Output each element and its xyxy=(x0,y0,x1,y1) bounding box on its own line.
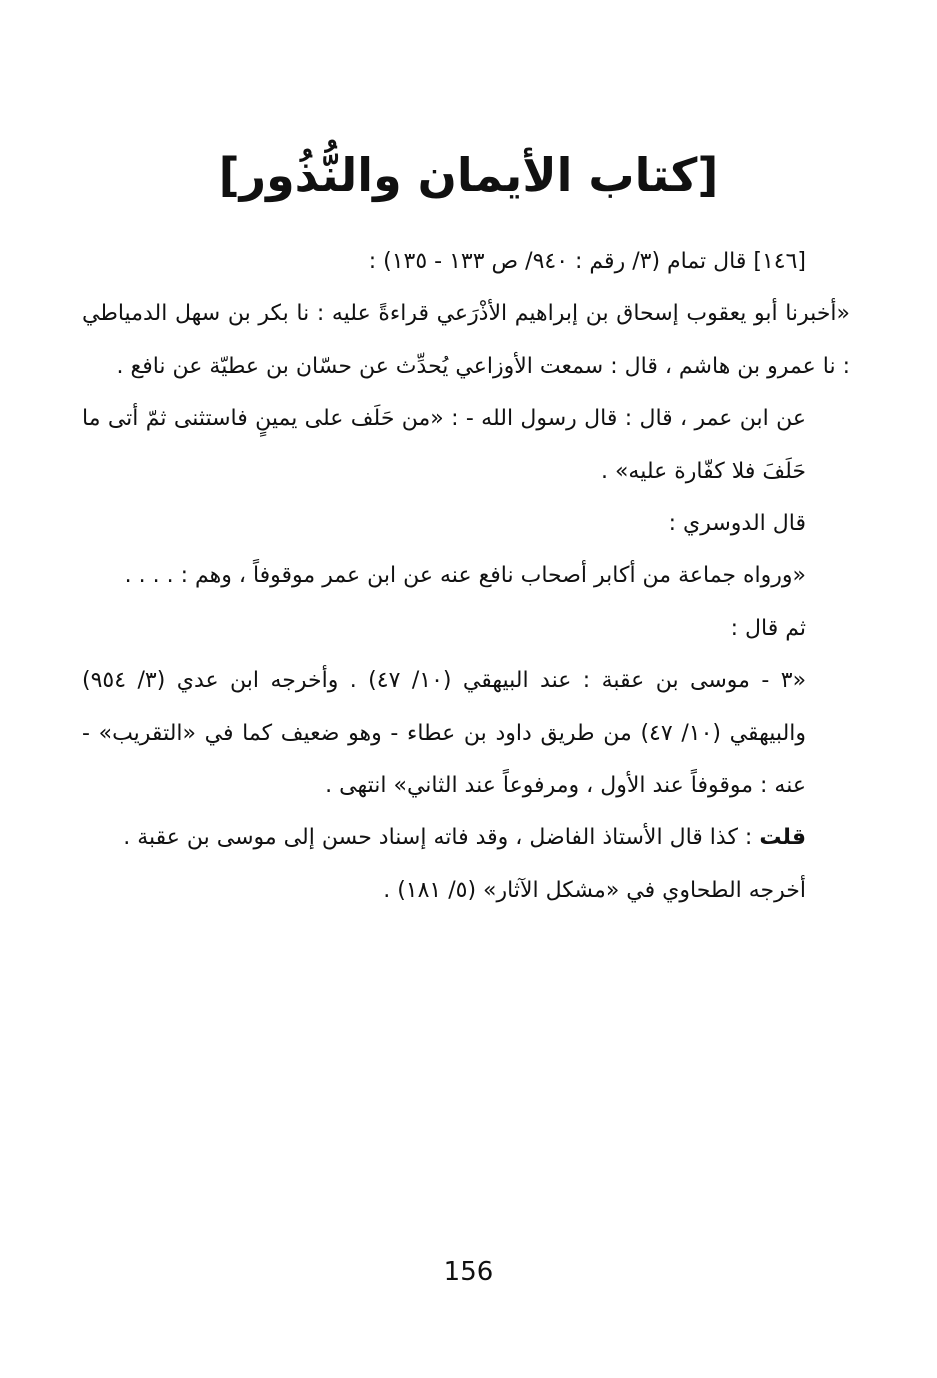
musa-ibn-uqba-note: «٣ - موسى بن عقبة : عند البيهقي (١٠/ ٤٧) . وأخرجه ابن عدي (٣/ ٩٥٤) والبيهقي (١٠/ ٤٧) من طريق داود بن عطاء - وهو ضعيف كما في «التقريب» - عنه : موقوفاً عند الأول ، ومرفوعاً عند الثاني» انتهى . xyxy=(82,668,807,799)
then-said: ثم قال : xyxy=(730,615,806,641)
author-comment xyxy=(82,812,850,864)
isnad-paragraph: «أخبرنا أبو يعقوب إسحاق بن إبراهيم الأذْرَعي قراءةً عليه : نا بكر بن سهل الدمياطي : نا عمرو بن هاشم ، قال : سمعت الأوزاعي يُحدِّث عن حسّان بن عطيّة عن نافع . xyxy=(82,301,850,379)
chapter-title: [كتاب الأيمان والنُّذُور] xyxy=(218,148,719,202)
body-text xyxy=(82,236,850,917)
tahawi-reference: أخرجه الطحاوي في «مشكل الآثار» (٥/ ١٨١) . xyxy=(383,877,806,903)
author-comment-text: : كذا قال الأستاذ الفاضل ، وقد فاته إسناد حسن إلى موسى بن عقبة . xyxy=(123,825,760,851)
dawsari-quote: «ورواه جماعة من أكابر أصحاب نافع عنه عن ابن عمر موقوفاً ، وهم : . . . . xyxy=(124,563,806,589)
qultu-word: قلت xyxy=(759,825,806,851)
hadith-reference: [١٤٦] قال تمام (٣/ رقم : ٩٤٠/ ص ١٣٣ - ١٣٥) : xyxy=(368,249,806,274)
page-number: 156 xyxy=(443,1257,494,1287)
matn-paragraph: عن ابن عمر ، قال : قال رسول الله - : «من حَلَف على يمينٍ فاستثنى ثمّ أتى ما حَلَفَ فلا كفّارة عليه» . xyxy=(82,406,806,484)
dawsari-intro: قال الدوسري : xyxy=(668,511,806,537)
